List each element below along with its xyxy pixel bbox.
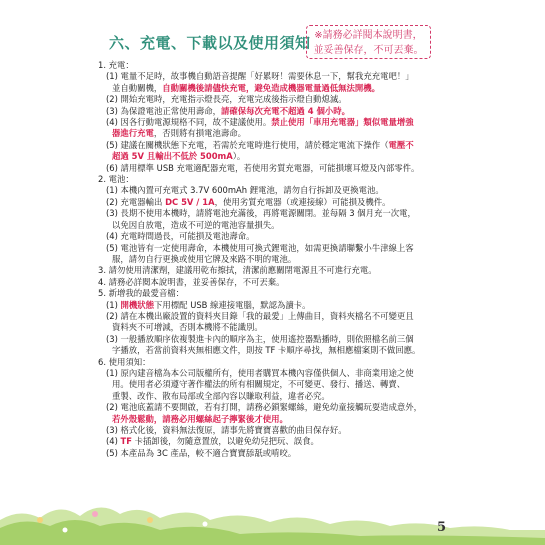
instruction-line — [98, 414, 456, 425]
body-text: 4. 請務必詳閱本說明書，並妥善保存，不可丟棄。 — [98, 276, 285, 287]
instruction-line — [98, 71, 456, 82]
section-heading: 六、充電、下載以及使用須知 — [109, 34, 311, 52]
footer-decoration — [0, 490, 545, 545]
instruction-line — [98, 311, 456, 322]
highlight-text: 電壓不 — [388, 139, 414, 150]
body-text: (4) — [106, 436, 121, 447]
instruction-line — [98, 231, 456, 242]
highlight-text: 自動關機後請儘快充電，避免造成機器電量過低無法開機。 — [162, 82, 380, 93]
body-text: 6. 使用須知： — [98, 356, 151, 367]
body-text: (3) 格式化後，資料無法復原，請事先將寶寶喜歡的曲目保存好。 — [106, 425, 347, 435]
body-text: ，否則將有損電池壽命。 — [153, 128, 246, 139]
body-text: 5. 新增我的最愛音檔： — [98, 288, 185, 299]
body-text: (1) 本機內置可充電式 3.7V 600mAh 鋰電池，請勿自行拆卸及更換電池。 — [106, 185, 384, 196]
body-text: (1) — [106, 299, 121, 310]
body-text: (4) 充電時間過長，可能損及電池壽命。 — [106, 231, 255, 242]
body-text: 以免因自放電，造成不可逆的電池容量損失。 — [112, 219, 280, 230]
highlight-text: 開機狀態 — [120, 299, 155, 310]
body-text: (5) 建議在關機狀態下充電，若需於充電時進行使用，請於穩定電流下操作（ — [106, 139, 389, 150]
body-text: (2) 電池底蓋請不要開啟，若有打開，請務必鎖緊螺絲，避免幼童接觸玩耍造成意外， — [106, 402, 423, 413]
notice-line-1: ※請務必詳閱本說明書， — [314, 30, 423, 41]
body-text: ）。 — [232, 151, 246, 162]
body-text: 用。使用者必須遵守著作權法的所有相關規定，不可變更、發行、播送、轉賣、 — [112, 379, 406, 390]
body-text: 字播放，若當前資料夾無相應文件，則按 TF 卡順序尋找，無相應檔案則不做回應。 — [112, 345, 421, 356]
body-text: (2) 充電器輸出 — [106, 196, 166, 207]
instruction-line — [98, 140, 456, 151]
instruction-line — [98, 436, 456, 447]
body-text: (3) 一般播放順序依複製進卡內的順序為主，使用遙控器點播時，則依照檔名前三個 — [106, 333, 414, 344]
body-text: 1. 充電： — [98, 60, 134, 70]
body-text: (5) 本產品為 3C 產品，較不適合寶寶舔舐或啃咬。 — [106, 447, 297, 458]
body-text: (4) 因各行動電源規格不同，故不建議使用。 — [106, 117, 272, 128]
body-text: 3. 請勿使用清潔劑，建議用乾布擦拭，清潔前應關閉電源且不可進行充電。 — [98, 265, 377, 276]
body-text: (5) 電池皆有一定使用壽命，本機使用可換式鋰電池，如需更換請聯繫小牛津線上客 — [106, 242, 414, 253]
instruction-line — [98, 391, 456, 402]
instruction-line — [98, 357, 456, 368]
body-text: (6) 請用標準 USB 充電適配器充電，若使用劣質充電器，可能損壞耳燈及內部零件。 — [106, 162, 420, 173]
body-text: 2. 電池： — [98, 174, 134, 185]
body-text: 服，請勿自行更換或使用它牌及來路不明的電池。 — [112, 253, 297, 264]
instruction-line — [98, 345, 456, 356]
instruction-line — [98, 60, 456, 71]
highlight-text: TF — [120, 436, 132, 447]
instruction-line — [98, 197, 456, 208]
highlight-text: 禁止使用「車用充電器」類似電量增強 — [271, 117, 414, 128]
highlight-text: 超過 5V 且輸出不低於 500mA — [112, 151, 233, 162]
highlight-text: 請確保每次充電不超過 4 個小時。 — [221, 105, 350, 116]
highlight-text: 若外殼鬆動，請務必用螺絲起子擰緊後才使用。 — [112, 413, 288, 424]
instruction-line — [98, 185, 456, 196]
body-text: (2) 請在本機出廠設置的資料夾目錄「我的最愛」上傳曲目，資料夾檔名不可變更且 — [106, 310, 414, 321]
body-text: ，使用劣質充電器（或連接線）可能損及機件。 — [214, 196, 391, 207]
notice-box — [306, 25, 431, 59]
instruction-line — [98, 402, 456, 413]
instruction-line — [98, 425, 456, 436]
instructions-body — [98, 60, 456, 459]
instruction-line — [98, 379, 456, 390]
instruction-line — [98, 220, 456, 231]
instruction-line — [98, 94, 456, 105]
instruction-line — [98, 106, 456, 117]
instruction-line — [98, 151, 456, 162]
body-text: (1) 原內建音檔為本公司版權所有，使用者購買本機內容僅供個人、非商業用途之使 — [106, 367, 414, 378]
instruction-line — [98, 163, 456, 174]
instruction-line — [98, 254, 456, 265]
instruction-line — [98, 174, 456, 185]
instruction-line — [98, 117, 456, 128]
body-text: (3) 長期不使用本機時，請將電池充滿後，再將電源關閉。並每隔 3 個月充一次電， — [106, 208, 416, 219]
instruction-line — [98, 448, 456, 459]
page-number: 5 — [437, 520, 447, 535]
body-text: 資料夾不可增減，否則本機將不能識別。 — [112, 322, 263, 333]
instruction-line — [98, 265, 456, 276]
instruction-line — [98, 277, 456, 288]
body-text: 卡插卸後，勿隨意置放，以避免幼兒把玩、誤食。 — [131, 436, 319, 447]
instruction-line — [98, 288, 456, 299]
grass-flowers-illustration — [0, 490, 545, 545]
instruction-line — [98, 322, 456, 333]
body-text: 下用標配 USB 線連接電腦，默認為讀卡。 — [154, 299, 311, 310]
highlight-text: 器進行充電 — [112, 128, 154, 139]
instruction-line — [98, 334, 456, 345]
instruction-line — [98, 300, 456, 311]
body-text: 重製、改作、散布局部或全部內容以賺取利益，違者必究。 — [112, 390, 330, 401]
body-text: (1) 電量不足時，故事機自動語音提醒「好累呀！需要休息一下，幫我充充電吧！」 — [106, 71, 414, 82]
instruction-line — [98, 243, 456, 254]
highlight-text: DC 5V / 1A — [165, 196, 215, 207]
notice-line-2: 並妥善保存，不可丟棄。 — [313, 45, 424, 56]
instruction-line — [98, 368, 456, 379]
instruction-line — [98, 83, 456, 94]
instruction-line — [98, 128, 456, 139]
body-text: (3) 為保證電池正常使用壽命， — [106, 105, 222, 116]
instruction-line — [98, 208, 456, 219]
body-text: 並自動關機， — [112, 82, 163, 93]
body-text: (2) 開始充電時，充電指示燈長亮，充電完成後指示燈自動熄滅。 — [106, 94, 347, 105]
